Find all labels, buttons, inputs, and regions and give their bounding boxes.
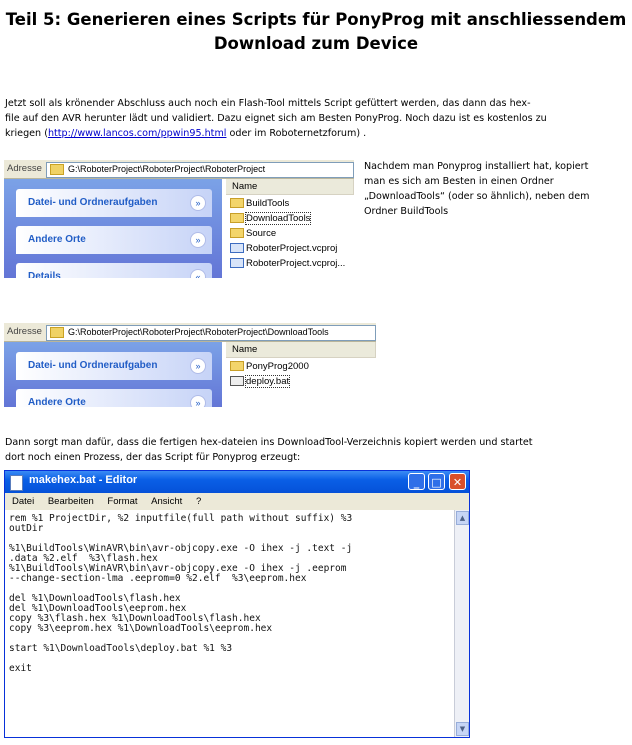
address-field[interactable] xyxy=(46,162,354,178)
close-button[interactable]: ✕ xyxy=(449,473,466,490)
file-item[interactable] xyxy=(230,257,345,271)
pane-title: Andere Orte xyxy=(28,397,86,407)
chevron-down-icon[interactable]: » xyxy=(190,195,206,211)
side-note-line-4: Ordner BuildTools xyxy=(364,206,449,217)
project-file-icon xyxy=(230,258,244,268)
intro-line-3 xyxy=(5,126,627,141)
column-header-name[interactable]: Name xyxy=(226,342,376,358)
file-item[interactable] xyxy=(230,227,276,241)
chevron-up-icon[interactable]: « xyxy=(190,269,206,278)
title-line-2: Download zum Device xyxy=(213,34,419,53)
notepad-icon xyxy=(10,475,23,491)
intro-paragraph xyxy=(5,96,627,141)
file-name: RoboterProject.vcproj... xyxy=(246,258,346,269)
file-name: DownloadTools xyxy=(246,213,311,224)
folder-icon xyxy=(230,228,244,238)
file-item[interactable] xyxy=(230,197,289,211)
folder-icon xyxy=(50,327,64,338)
chevron-down-icon[interactable]: » xyxy=(190,358,206,374)
folder-icon xyxy=(230,198,244,208)
intro-line-1: Jetzt soll als krönender Abschluss auch noch ein Flash-Tool mittels Script gefüttert werden, das dann das hex- xyxy=(5,98,531,109)
pane-other-places[interactable] xyxy=(16,389,212,407)
chevron-down-icon[interactable]: » xyxy=(190,232,206,248)
file-item[interactable] xyxy=(230,375,289,389)
file-name: BuildTools xyxy=(246,198,290,209)
side-note-line-2: man es sich am Besten in einen Ordner xyxy=(364,176,554,187)
column-header-name[interactable]: Name xyxy=(226,179,354,195)
file-name: PonyProg2000 xyxy=(246,361,309,372)
address-bar xyxy=(4,160,354,179)
menu-view[interactable]: Ansicht xyxy=(151,496,183,507)
folder-icon xyxy=(50,164,64,175)
paragraph-2 xyxy=(5,435,627,465)
folder-icon xyxy=(230,361,244,371)
vertical-scrollbar[interactable] xyxy=(454,510,469,737)
address-label: Adresse xyxy=(7,326,42,337)
ponyprog-link[interactable]: http://www.lancos.com/ppwin95.html xyxy=(47,128,227,139)
file-name: deploy.bat xyxy=(246,376,290,387)
intro-text: kriegen ( xyxy=(5,128,48,139)
pane-other-places[interactable] xyxy=(16,226,212,254)
window-title: makehex.bat - Editor xyxy=(29,474,138,486)
pane-details[interactable] xyxy=(16,263,212,278)
page-title xyxy=(0,8,632,56)
scroll-down-icon[interactable]: ▼ xyxy=(456,722,469,736)
address-field[interactable] xyxy=(46,325,376,341)
explorer-window-2 xyxy=(4,323,376,407)
file-name: RoboterProject.vcproj xyxy=(246,243,338,254)
scroll-up-icon[interactable]: ▲ xyxy=(456,511,469,525)
minimize-button[interactable]: _ xyxy=(408,473,425,490)
pane-file-tasks[interactable] xyxy=(16,189,212,217)
file-item[interactable] xyxy=(230,360,309,374)
pane-file-tasks[interactable] xyxy=(16,352,212,380)
menu-bar xyxy=(5,493,469,510)
para2-line-1: Dann sorgt man dafür, dass die fertigen hex-dateien ins DownloadTool-Verzeichnis kopiert werden und startet xyxy=(5,437,533,448)
address-path: G:\RoboterProject\RoboterProject\RoboterProject\DownloadTools xyxy=(68,327,329,337)
file-item[interactable] xyxy=(230,212,310,226)
intro-line-2: file auf den AVR herunter lädt und validiert. Dazu eignet sich am Besten PonyProg. Noch dazu ist es kostenlos zu xyxy=(5,113,547,124)
address-bar xyxy=(4,323,376,342)
pane-title: Details xyxy=(28,271,61,278)
menu-help[interactable]: ? xyxy=(195,496,202,507)
title-line-1: Teil 5: Generieren eines Scripts für PonyProg mit anschliessendem xyxy=(5,10,627,29)
pane-title: Andere Orte xyxy=(28,234,86,245)
task-pane xyxy=(4,179,222,278)
pane-title: Datei- und Ordneraufgaben xyxy=(28,197,158,208)
menu-edit[interactable]: Bearbeiten xyxy=(47,496,94,507)
title-bar[interactable] xyxy=(5,471,469,493)
folder-icon xyxy=(230,213,244,223)
editor-text-area[interactable]: rem %1 ProjectDir, %2 inputfile(full path without suffix) %3 outDir %1\BuildTools\WinAVR\bin\avr-objcopy.exe -O ihex -j .text -j .data %2.elf %3\flash.hex %1\BuildTools\WinAVR\bin\avr-objcopy.exe -O ihex -j .eeprom --change-section-lma .eeprom=0 %2.elf %3\eeprom.hex del %1\DownloadTools\flash.hex del %1\DownloadTools\eeprom.hex copy %3\flash.hex %1\DownloadTools\flash.hex copy %3\eeprom.hex %1\DownloadTools\eeprom.hex start %1\DownloadTools\deploy.bat %1 %3 exit xyxy=(9,513,353,674)
side-note-line-3: „DownloadTools“ (oder so ähnlich), neben dem xyxy=(364,191,590,202)
file-name: Source xyxy=(246,228,277,239)
address-path: G:\RoboterProject\RoboterProject\RoboterProject xyxy=(68,164,266,174)
maximize-button[interactable]: □ xyxy=(428,473,445,490)
intro-text: oder im Roboternetzforum) . xyxy=(226,128,367,139)
side-note-line-1: Nachdem man Ponyprog installiert hat, kopiert xyxy=(364,161,589,172)
menu-file[interactable]: Datei xyxy=(12,496,35,507)
file-list xyxy=(226,179,354,278)
pane-title: Datei- und Ordneraufgaben xyxy=(28,360,158,371)
explorer-window-1 xyxy=(4,160,354,278)
notepad-window xyxy=(4,470,470,738)
task-pane xyxy=(4,342,222,407)
file-list xyxy=(226,342,376,407)
file-item[interactable] xyxy=(230,242,337,256)
para2-line-2: dort noch einen Prozess, der das Script für Ponyprog erzeugt: xyxy=(5,452,301,463)
side-note xyxy=(364,159,628,219)
menu-format[interactable]: Format xyxy=(107,496,138,507)
chevron-down-icon[interactable]: » xyxy=(190,395,206,407)
batch-file-icon xyxy=(230,376,244,386)
address-label: Adresse xyxy=(7,163,42,174)
project-file-icon xyxy=(230,243,244,253)
